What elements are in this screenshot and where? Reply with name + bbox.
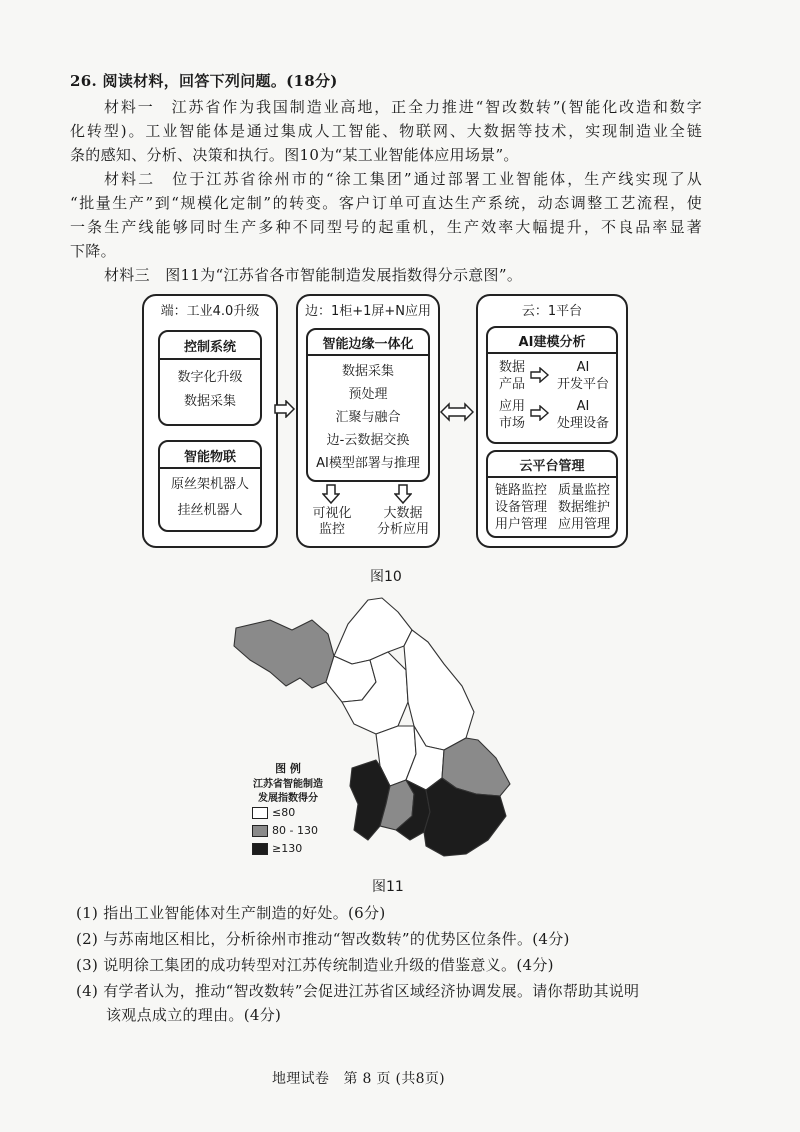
subquestion-4-line-2: 该观点成立的理由。(4分) — [106, 1006, 282, 1024]
ai-left-1: 数据 — [498, 360, 525, 375]
subquestion-4-line-1: (4) 有学者认为，推动“智改数转”会促进江苏省区域经济协调发展。请你帮助其说明 — [76, 982, 640, 1000]
control-system-title: 控制系统 — [183, 340, 236, 355]
material-2-line-3: 一条生产线能够同时生产多种不同型号的起重机，生产效率大幅提升，不良品率显著 — [70, 218, 702, 236]
subquestion-1: (1) 指出工业智能体对生产制造的好处。(6分) — [76, 904, 386, 922]
region-xuzhou — [234, 620, 334, 688]
figure-10-caption: 图10 — [370, 569, 402, 585]
material-1-line-1: 材料一 江苏省作为我国制造业高地，正全力推进“智改数转”(智能化改造和数字 — [104, 98, 702, 116]
control-item-2: 数据采集 — [183, 394, 236, 409]
edge-panel-title: 边：1柜+1屏+N应用 — [304, 304, 432, 319]
material-3: 材料三 图11为“江苏省各市智能制造发展指数得分示意图”。 — [104, 266, 523, 284]
control-divider — [160, 358, 260, 360]
edge-item-3: 汇聚与融合 — [335, 410, 401, 425]
region-lianyungang — [334, 598, 412, 664]
ai-left-3: 应用 — [498, 399, 525, 414]
legend-swatch-gray — [252, 825, 268, 837]
ai-divider — [488, 352, 616, 354]
page-footer: 地理试卷 第 8 页 (共8页) — [272, 1071, 445, 1087]
ai-left-4: 市场 — [498, 416, 525, 431]
legend-item-1: ≤80 — [252, 806, 295, 819]
legend-item-2: 80 - 130 — [252, 824, 318, 837]
legend-subtitle-2: 发展指数得分 — [258, 793, 318, 804]
edge-output-2-line-1: 大数据 — [383, 506, 423, 521]
iot-item-1: 原丝架机器人 — [170, 477, 249, 492]
legend-item-3: ≥130 — [252, 842, 302, 855]
cloud-mgmt-title: 云平台管理 — [519, 459, 585, 474]
edge-item-5: AI模型部署与推理 — [316, 456, 420, 471]
material-1-line-2: 化转型)。工业智能体是通过集成人工智能、物联网、大数据等技术，实现制造业全链 — [70, 122, 702, 140]
subquestion-3: (3) 说明徐工集团的成功转型对江苏传统制造业升级的借鉴意义。(4分) — [76, 956, 554, 974]
legend-swatch-white — [252, 807, 268, 819]
material-2-line-2: “批量生产”到“规模化定制”的转变。客户订单可直达生产系统，动态调整工艺流程，使 — [70, 194, 702, 212]
edge-item-2: 预处理 — [348, 387, 388, 402]
hollow-arrow-right-icon — [530, 405, 550, 421]
ai-left-2: 产品 — [498, 377, 525, 392]
control-item-1: 数字化升级 — [177, 370, 243, 385]
material-1-line-3: 条的感知、分析、决策和执行。图10为“某工业智能体应用场景”。 — [70, 146, 519, 164]
mgmt-r2-c1: 设备管理 — [494, 500, 547, 515]
material-2-line-4: 下降。 — [70, 242, 116, 260]
ai-modeling-title: AI建模分析 — [518, 335, 586, 350]
figure-11-caption: 图11 — [372, 879, 404, 895]
mgmt-r3-c2: 应用管理 — [557, 517, 610, 532]
subquestion-2: (2) 与苏南地区相比，分析徐州市推动“智改数转”的优势区位条件。(4分) — [76, 930, 570, 948]
ai-right-1-line-2: 开发平台 — [556, 377, 609, 392]
cloud-mgmt-divider — [488, 476, 616, 478]
question-title: 26. 阅读材料，回答下列问题。(18分) — [70, 72, 338, 90]
iot-divider — [160, 467, 260, 469]
edge-output-1-line-1: 可视化 — [312, 506, 352, 521]
mgmt-r2-c2: 数据维护 — [557, 500, 610, 515]
hollow-arrow-down-icon — [322, 484, 340, 504]
mgmt-r1-c1: 链路监控 — [494, 483, 547, 498]
hollow-arrow-right-icon — [274, 400, 296, 418]
end-panel-title: 端：工业4.0升级 — [160, 304, 260, 319]
mgmt-r1-c2: 质量监控 — [557, 483, 610, 498]
edge-item-4: 边-云数据交换 — [326, 433, 410, 448]
hollow-arrow-right-icon — [530, 367, 550, 383]
ai-right-2-line-1: AI — [576, 399, 590, 414]
edge-output-2-line-2: 分析应用 — [376, 522, 429, 537]
ai-right-2-line-2: 处理设备 — [556, 416, 609, 431]
edge-output-1-line-2: 监控 — [318, 522, 345, 537]
cloud-panel-title: 云：1平台 — [521, 304, 583, 319]
hollow-double-arrow-icon — [440, 402, 474, 422]
edge-item-1: 数据采集 — [341, 364, 394, 379]
edge-integration-title: 智能边缘一体化 — [322, 337, 414, 352]
iot-item-2: 挂丝机器人 — [177, 503, 243, 518]
hollow-arrow-down-icon — [394, 484, 412, 504]
ai-right-1-line-1: AI — [576, 360, 590, 375]
legend-title: 图 例 — [275, 762, 301, 775]
iot-title: 智能物联 — [183, 450, 236, 465]
material-2-line-1: 材料二 位于江苏省徐州市的“徐工集团”通过部署工业智能体，生产线实现了从 — [104, 170, 702, 188]
legend-swatch-black — [252, 843, 268, 855]
edge-divider — [308, 354, 428, 356]
legend-subtitle-1: 江苏省智能制造 — [253, 779, 323, 790]
mgmt-r3-c1: 用户管理 — [494, 517, 547, 532]
